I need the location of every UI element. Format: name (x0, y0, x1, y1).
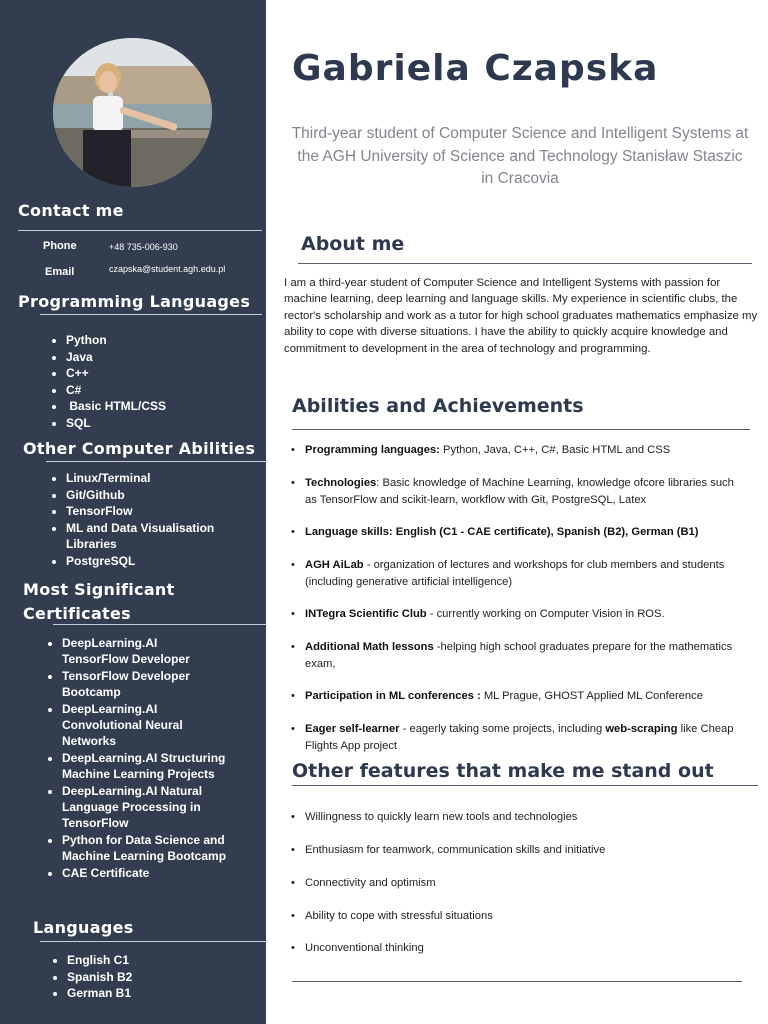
programming-heading: Programming Languages (18, 292, 251, 311)
list-item: • ML and Data Visualisation Libraries (66, 520, 256, 553)
sidebar (0, 0, 266, 1024)
list-item: • DeepLearning.AI Convolutional Neural Networks (62, 701, 227, 750)
list-item: • DeepLearning.AI Structuring Machine Learning Projects (62, 750, 227, 783)
list-item: • C# (66, 382, 166, 399)
list-item: • Git/Github (66, 487, 256, 504)
features-heading: Other features that make me stand out (292, 760, 714, 782)
list-item: • Unconventional thinking (291, 942, 424, 954)
profile-photo (53, 38, 212, 187)
list-item: • DeepLearning.AI Natural Language Processing in TensorFlow (62, 783, 227, 832)
features-divider (292, 785, 758, 786)
contact-divider (18, 230, 262, 231)
list-item: • CAE Certificate (62, 865, 227, 881)
list-item: • Connectivity and optimism (291, 877, 436, 889)
list-item: • Ability to cope with stressful situations (291, 910, 493, 922)
first-name: Gabriela (292, 48, 471, 89)
list-item: • INTegra Scientific Club - currently working on Computer Vision in ROS. (291, 608, 665, 620)
certificates-list (44, 635, 227, 881)
certificates-heading: Most Significant Certificates (23, 580, 175, 623)
list-item: • Basic HTML/CSS (66, 398, 166, 415)
list-item: • German B1 (67, 985, 132, 1002)
about-heading: About me (301, 233, 405, 255)
list-item: • Eager self-learner - eagerly taking some projects, including web-scraping like Cheap Flights App project (291, 723, 734, 752)
contact-heading: Contact me (18, 201, 124, 220)
list-item: • PostgreSQL (66, 553, 256, 570)
list-item: • Willingness to quickly learn new tools and technologies (291, 811, 578, 823)
list-item: • TensorFlow Developer Bootcamp (62, 668, 227, 701)
list-item: • Java (66, 349, 166, 366)
list-item: • Language skills: English (C1 - CAE certificate), Spanish (B2), German (B1) (291, 526, 699, 538)
phone-value: +48 735-006-930 (109, 242, 178, 252)
list-item: • English C1 (67, 952, 132, 969)
list-item: • Additional Math lessons -helping high school graduates prepare for the mathematics exam, (291, 641, 733, 670)
languages-divider (40, 941, 266, 942)
list-item: • Enthusiasm for teamwork, communication skills and initiative (291, 844, 606, 856)
email-label: Email (45, 266, 75, 278)
other-abilities-heading: Other Computer Abilities (23, 439, 256, 458)
list-item: • C++ (66, 365, 166, 382)
about-text: I am a third-year student of Computer Science and Intelligent Systems with passion for machine learning, deep learning and language skills. My experience in scientific clubs, the rector's scholarship and work as a tutor for high school graduates mathematics emphasize my ability to cope with diverse situations. I have the ability to quickly acquire knowledge and commitment to development in the area of technology and programming. (284, 277, 758, 355)
list-item: • SQL (66, 415, 166, 432)
about-divider (298, 263, 752, 264)
list-item: • Programming languages: Python, Java, C++, C#, Basic HTML and CSS (291, 444, 671, 456)
list-item: • Technologies: Basic knowledge of Machine Learning, knowledge ofcore libraries such as TensorFlow and scikit-learn, workflow with Git, PostgreSQL, Latex (291, 477, 734, 506)
list-item: • Linux/Terminal (66, 470, 256, 487)
abilities-divider (292, 429, 750, 430)
list-item: • DeepLearning.AI TensorFlow Developer (62, 635, 227, 668)
list-item: • TensorFlow (66, 503, 256, 520)
phone-label: Phone (43, 240, 77, 252)
email-value: czapska@student.agh.edu.pl (109, 264, 226, 274)
other-abilities-divider (46, 461, 266, 462)
last-name: Czapska (484, 48, 659, 89)
tagline: Third-year student of Computer Science and Intelligent Systems at the AGH University of Science and Technology Stanisław Staszic in Cracovia (291, 125, 749, 187)
main-content (266, 0, 768, 1024)
certificates-divider (53, 624, 266, 625)
full-name (292, 48, 658, 89)
other-abilities-list (48, 470, 256, 569)
abilities-heading: Abilities and Achievements (292, 395, 584, 417)
list-item: • Participation in ML conferences : ML Prague, GHOST Applied ML Conference (291, 690, 703, 702)
programming-divider (40, 314, 262, 315)
list-item: • AGH AiLab - organization of lectures and workshops for club members and students (including generative artificial intelligence) (291, 559, 725, 588)
languages-list (49, 952, 132, 1002)
bottom-divider (292, 981, 742, 982)
list-item: • Python for Data Science and Machine Learning Bootcamp (62, 832, 227, 865)
list-item: • Spanish B2 (67, 969, 132, 986)
languages-heading: Languages (33, 918, 134, 937)
list-item: • Python (66, 332, 166, 349)
programming-list (48, 332, 166, 431)
